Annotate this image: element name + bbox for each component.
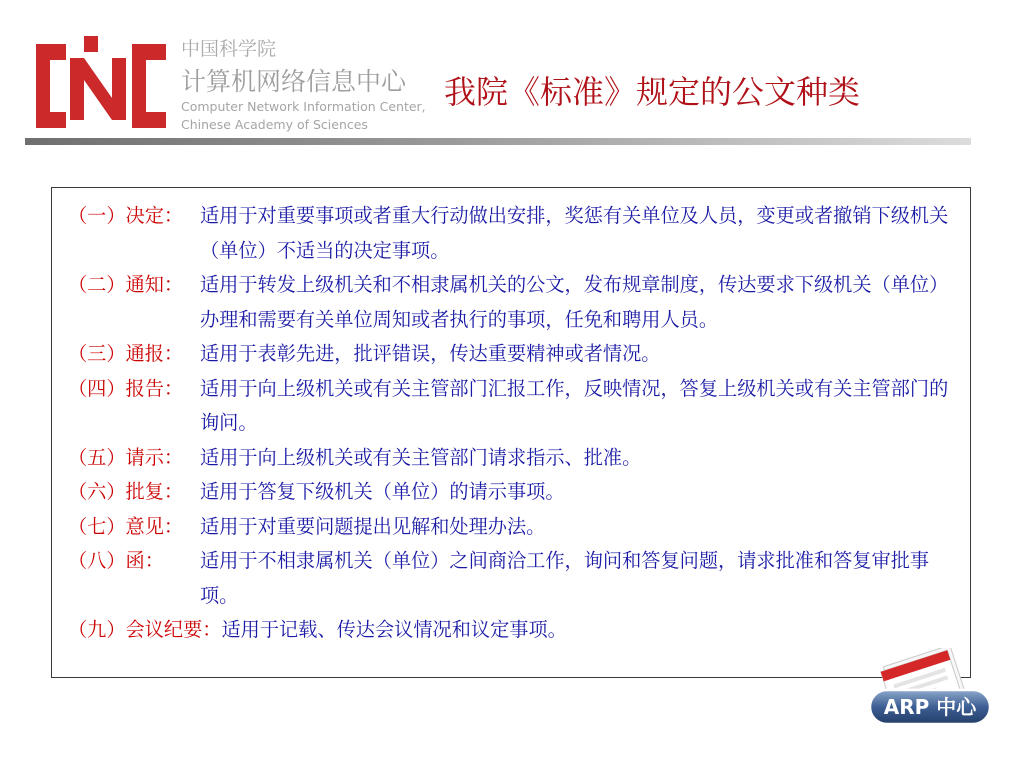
list-item — [68, 441, 958, 476]
item-text: 适用于对重要问题提出见解和处理办法。 — [200, 514, 546, 538]
item-label: （三）通报： — [68, 342, 184, 365]
list-item — [68, 268, 958, 337]
list-item — [68, 372, 958, 441]
item-text: 适用于对重要事项或者重大行动做出安排，奖惩有关单位及人员，变更或者撤销下级机关（单位）不适当的决定事项。 — [200, 204, 949, 262]
badge-label: ARP 中心 — [883, 695, 977, 719]
list-item — [68, 510, 958, 545]
org-name-cn-small: 中国科学院 — [181, 38, 277, 60]
item-label: （一）决定： — [68, 204, 184, 227]
page-title: 我院《标准》规定的公文种类 — [444, 73, 861, 111]
item-text: 适用于转发上级机关和不相隶属机关的公文，发布规章制度，传达要求下级机关（单位）办理和需要有关单位周知或者执行的事项，任免和聘用人员。 — [200, 273, 949, 331]
org-name-en-line2: Chinese Academy of Sciences — [181, 117, 368, 132]
item-text: 适用于答复下级机关（单位）的请示事项。 — [200, 480, 565, 503]
org-name-cn-large: 计算机网络信息中心 — [181, 67, 407, 96]
list-item — [68, 544, 958, 613]
item-text: 适用于不相隶属机关（单位）之间商洽工作，询问和答复问题，请求批准和答复审批事项。 — [200, 549, 930, 607]
item-text: 适用于记载、传达会议情况和议定事项。 — [221, 618, 567, 641]
item-text: 适用于表彰先进，批评错误，传达重要精神或者情况。 — [200, 342, 661, 365]
document-types-list — [51, 187, 971, 678]
item-label: （二）通知： — [68, 273, 184, 296]
item-label: （四）报告： — [68, 376, 184, 400]
item-text: 适用于向上级机关或有关主管部门汇报工作，反映情况，答复上级机关或有关主管部门的询问。 — [200, 376, 949, 434]
item-label: （七）意见： — [68, 514, 184, 538]
item-label: （九）会议纪要： — [68, 618, 222, 641]
cnic-logo — [32, 36, 170, 136]
header-divider — [25, 138, 971, 145]
item-label: （八）函： — [68, 549, 164, 572]
logo-text: CNIC — [32, 36, 35, 37]
list-item — [68, 475, 958, 510]
item-text: 适用于向上级机关或有关主管部门请求指示、批准。 — [200, 445, 642, 469]
list-item — [68, 613, 958, 648]
list-item — [68, 199, 958, 268]
item-label: （五）请示： — [68, 445, 184, 469]
arp-center-badge — [848, 648, 996, 744]
org-name-en-line1: Computer Network Information Center, — [181, 99, 426, 114]
list-item — [68, 337, 958, 372]
item-label: （六）批复： — [68, 480, 184, 503]
